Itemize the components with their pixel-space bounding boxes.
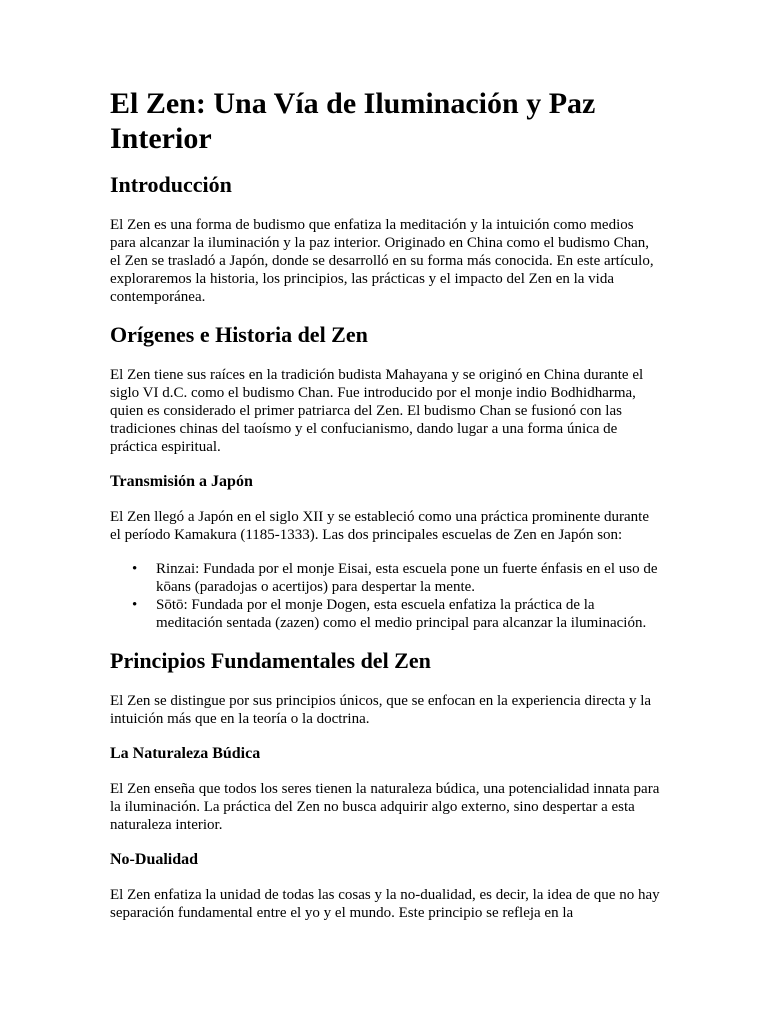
- paragraph-principios: El Zen se distingue por sus principios únicos, que se enfocan en la experiencia directa y la intuición más que en la teoría o la doctrina.: [110, 693, 652, 727]
- school-description-rinzai: : Fundada por el monje Eisai, esta escuela pone un fuerte énfasis en el uso de kōans (paradojas o acertijos) para despertar la mente.: [156, 561, 658, 595]
- bullet-icon: •: [132, 561, 138, 577]
- paragraph-no-dualidad: El Zen enfatiza la unidad de todas las cosas y la no-dualidad, es decir, la idea de que no hay separación fundamental entre el yo y el mundo. Este principio se refleja en la: [110, 887, 660, 921]
- school-description-soto: : Fundada por el monje Dogen, esta escuela enfatiza la práctica de la meditación sentada (zazen) como el medio principal para alcanzar la iluminación.: [156, 597, 647, 631]
- schools-list: [110, 560, 662, 632]
- page-title: El Zen: Una Vía de Iluminación y Paz Interior: [110, 87, 596, 155]
- list-item-body: [156, 560, 662, 596]
- heading-introduccion: Introducción: [110, 172, 232, 197]
- heading-origenes: Orígenes e Historia del Zen: [110, 322, 368, 347]
- article: [110, 86, 662, 938]
- heading-naturaleza-budica: La Naturaleza Búdica: [110, 745, 261, 762]
- list-item-rinzai: [110, 560, 662, 596]
- list-item-body: [156, 596, 662, 632]
- paragraph-naturaleza-budica: El Zen enseña que todos los seres tienen la naturaleza búdica, una potencialidad innata para la iluminación. La práctica del Zen no busca adquirir algo externo, sino despertar a esta naturaleza interior.: [110, 781, 660, 833]
- heading-transmision: Transmisión a Japón: [110, 473, 253, 490]
- paragraph-origenes: El Zen tiene sus raíces en la tradición budista Mahayana y se originó en China durante el siglo VI d.C. como el budismo Chan. Fue introducido por el monje indio Bodhidharma, quien es considerado el primer patriarca del Zen. El budismo Chan se fusionó con las tradiciones chinas del taoísmo y el confucianismo, dando lugar a una forma única de práctica espiritual.: [110, 367, 644, 455]
- bullet-icon: •: [132, 597, 138, 613]
- heading-no-dualidad: No-Dualidad: [110, 851, 199, 868]
- list-item-soto: [110, 596, 662, 632]
- school-name-rinzai: Rinzai: [156, 561, 196, 577]
- heading-principios: Principios Fundamentales del Zen: [110, 648, 431, 673]
- paragraph-transmision: El Zen llegó a Japón en el siglo XII y se estableció como una práctica prominente durante el período Kamakura (1185-1333). Las dos principales escuelas de Zen en Japón son:: [110, 509, 649, 543]
- school-name-soto: Sōtō: [156, 597, 184, 613]
- paragraph-introduccion: El Zen es una forma de budismo que enfatiza la meditación y la intuición como medios para alcanzar la iluminación y la paz interior. Originado en China como el budismo Chan, el Zen se trasladó a Japón, donde se desarrolló en su forma más conocida. En este artículo, exploraremos la historia, los principios, las prácticas y el impacto del Zen en la vida contemporánea.: [110, 217, 654, 305]
